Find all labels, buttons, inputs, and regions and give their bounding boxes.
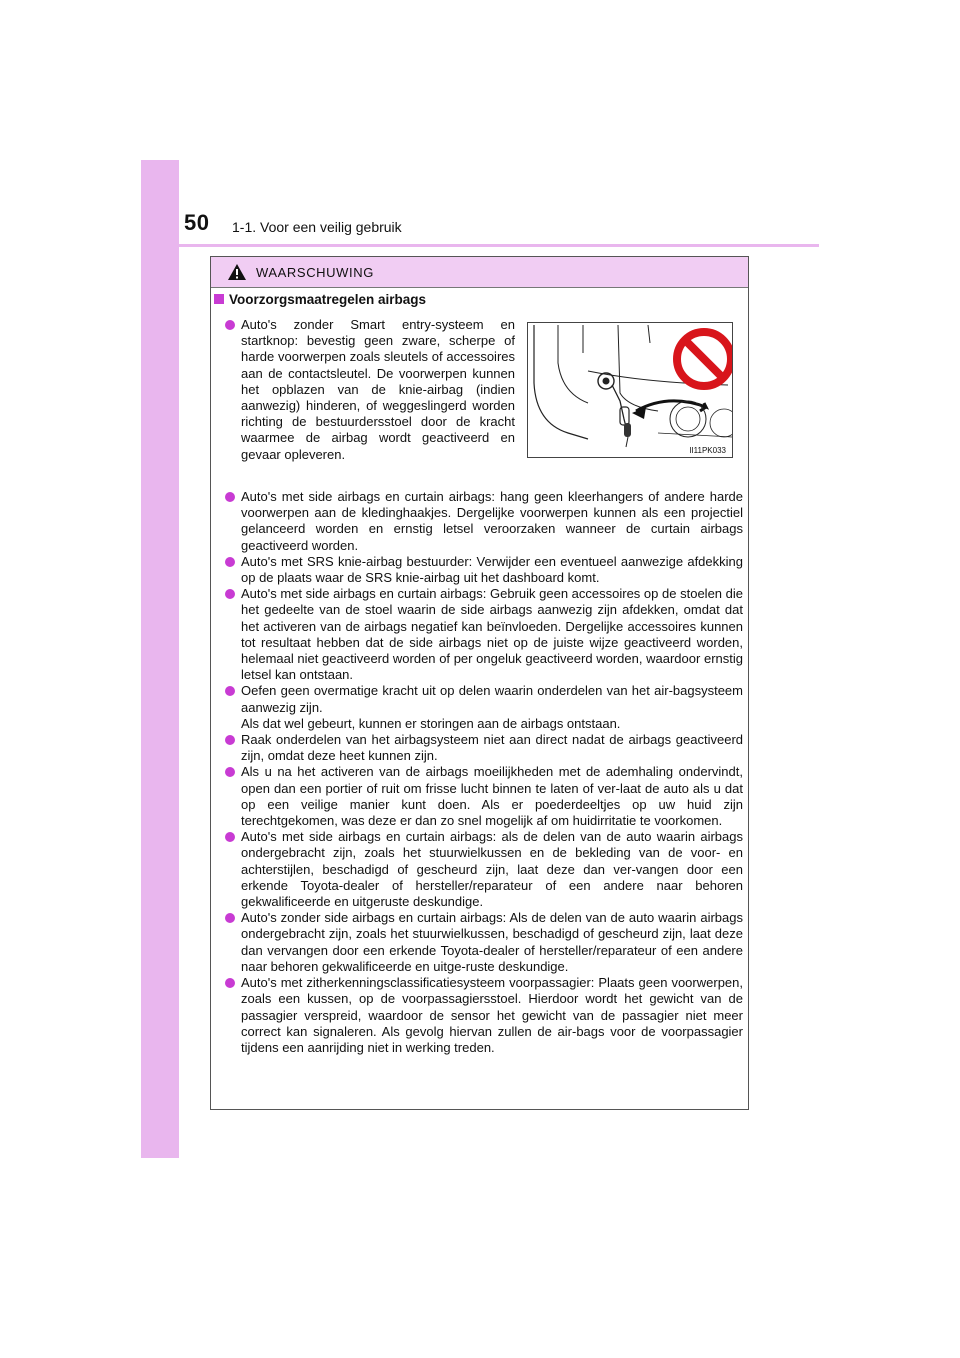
list-item-text: Auto's met side airbags en curtain airbags: hang geen kleerhangers of andere harde voorwerpen aan de kledinghaakjes. Dergelijke voorwerpen kunnen als een projectiel gelanceerd worden en ernstig letsel veroorzaken wanneer de curtain airbags geactiveerd worden.	[241, 489, 743, 553]
list-item-text: Als u na het activeren van de airbags moeilijkheden met de ademhaling ondervindt, open dan een portier of ruit om frisse lucht binnen te laten of ver-laat de auto als u dat op een veilige manier kunt doen. Als er poederdeeltjes op uw huid zijn terechtgekomen, was deze er dan zo snel mogelijk af om huidirritatie te voorkomen.	[241, 764, 743, 829]
intro-text: Auto's zonder Smart entry-systeem en startknop: bevestig geen zware, scherpe of harde voorwerpen zoals sleutels of accessoires aan de contactsleutel. De voorwerpen kunnen het opblazen van de knie-airbag (indien aanwezig) hinderen, of weggeslingerd worden richting de bestuurdersstoel door de kracht waarmee de airbag wordt geactiveerd en gevaar opleveren.	[241, 317, 515, 462]
bullet-dot-icon	[225, 735, 235, 745]
bullet-dot-icon	[225, 492, 235, 502]
bullet-dot-icon	[225, 557, 235, 567]
bullet-dot-icon	[225, 832, 235, 842]
bullet-dot-icon	[225, 913, 235, 923]
list-item	[225, 317, 515, 463]
list-item-text: Auto's met side airbags en curtain airbags: Gebruik geen accessoires op de stoelen die het gedeelte van de stoel waarin de side airbags aanwezig zijn afdekken, omdat dat het activeren van de airbags negatief kan beïnvloeden. Dergelijke accessoires kunnen tot resultaat hebben dat de side airbags niet op de juiste wijze geactiveerd worden, helemaal niet geactiveerd worden of per ongeluk geactiveerd worden, waardoor ernstig letsel kan ontstaan.	[241, 586, 743, 683]
list-item	[225, 554, 743, 586]
list-item-text: Raak onderdelen van het airbagsysteem niet aan direct nadat de airbags geactiveerd zijn, omdat deze heet kunnen zijn.	[241, 732, 743, 764]
page-number: 50	[184, 210, 210, 235]
bullet-dot-icon	[225, 767, 235, 777]
key-hazard-illustration	[527, 322, 733, 458]
list-item	[225, 732, 743, 764]
heading-square-icon	[214, 294, 224, 304]
warning-heading	[211, 292, 426, 307]
list-item	[225, 975, 743, 1056]
warning-box	[210, 256, 749, 1110]
warning-bullet-list	[225, 489, 743, 1056]
list-item	[225, 683, 743, 732]
prohibition-icon	[677, 332, 731, 386]
ignition-key-illustration	[528, 323, 732, 457]
side-color-strip	[141, 160, 179, 1158]
list-item-text: Auto's met side airbags en curtain airbags: als de delen van de auto waarin airbags ondergebracht zijn, zoals het stuurwielkussen en de bekleding van de voor- en achterstijlen, beschadigd of gescheurd zijn, laat deze dan ver-vangen door een erkende Toyota-dealer of hersteller/reparateur of een andere naar behoren gekwalificeerde en uitgeruste deskundige.	[241, 829, 743, 910]
bullet-dot-icon	[225, 686, 235, 696]
bullet-dot-icon	[225, 320, 235, 330]
list-item	[225, 586, 743, 683]
list-item-text: Auto's met zitherkenningsclassificatiesysteem voorpassagier: Plaats geen voorwerpen, zoals een kussen, op de voorpassagiersstoel. Hierdoor wordt het gewicht van de passagier verspreid, waardoor de sensor het gewicht van de passagier niet meer correct kan signaleren. Als gevolg hiervan zullen de air-bags voor de voorpassagier tijdens een aanrijding niet in werking treden.	[241, 975, 743, 1055]
figure-code: II11PK033	[689, 446, 726, 455]
header-rule	[141, 244, 819, 247]
list-item-text: Auto's zonder side airbags en curtain airbags: Als de delen van de auto waarin airbags ondergebracht zijn, zoals het stuurwielkussen, beschadigd of gescheurd zijn, laat deze dan vervangen door een erkende Toyota-dealer of hersteller/reparateur of een andere naar behoren gekwalificeerde en uitge-ruste deskundige.	[241, 910, 743, 974]
warning-header	[211, 257, 748, 288]
section-title: 1-1. Voor een veilig gebruik	[232, 219, 402, 235]
bullet-dot-icon	[225, 589, 235, 599]
intro-paragraph	[225, 317, 515, 463]
bullet-dot-icon	[225, 978, 235, 988]
list-item	[225, 910, 743, 975]
list-item-text: Oefen geen overmatige kracht uit op delen waarin onderdelen van het air-bagsysteem aanwezig zijn. Als dat wel gebeurt, kunnen er storingen aan de airbags ontstaan.	[241, 683, 743, 731]
warning-label: WAARSCHUWING	[256, 264, 374, 280]
list-item	[225, 829, 743, 910]
warning-heading-text: Voorzorgsmaatregelen airbags	[229, 292, 427, 307]
warning-triangle-icon	[227, 263, 247, 281]
list-item-text: Auto's met SRS knie-airbag bestuurder: Verwijder een eventueel aanwezige afdekking op de plaats waar de SRS knie-airbag uit het dashboard komt.	[241, 553, 743, 586]
list-item	[225, 489, 743, 554]
list-item	[225, 764, 743, 829]
